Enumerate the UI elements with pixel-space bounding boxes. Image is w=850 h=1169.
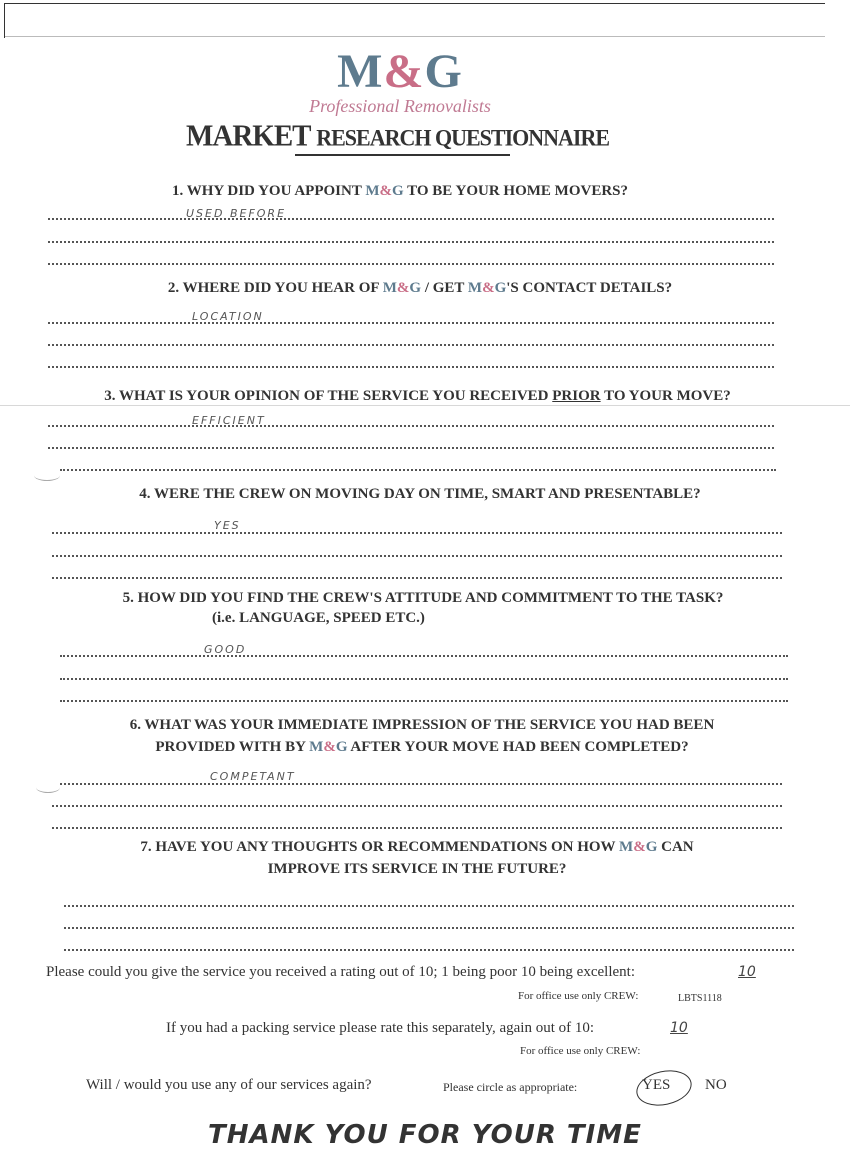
answer-line-5c[interactable] xyxy=(60,694,788,702)
answer-line-6b[interactable] xyxy=(52,799,782,807)
rating-value[interactable]: 10 xyxy=(738,964,756,980)
answer-line-7b[interactable] xyxy=(64,921,794,929)
answer-line-3a[interactable] xyxy=(48,419,774,427)
scan-edge-line xyxy=(5,36,825,37)
question-7-line-2: IMPROVE ITS SERVICE IN THE FUTURE? xyxy=(267,861,567,877)
packing-value[interactable]: 10 xyxy=(670,1020,688,1036)
answer-line-5a[interactable] xyxy=(60,649,788,657)
answer-line-3c[interactable] xyxy=(60,463,776,471)
answer-line-4c[interactable] xyxy=(52,571,782,579)
question-6-line-2: PROVIDED WITH BY M&G AFTER YOUR MOVE HAD BEEN COMPLETED? xyxy=(155,739,689,755)
rating-question: Please could you give the service you received a rating out of 10; 1 being poor 10 being excellent: xyxy=(46,964,635,980)
reuse-question: Will / would you use any of our services again? xyxy=(86,1077,372,1093)
question-2: 2. WHERE DID YOU HEAR OF M&G / GET M&G'S CONTACT DETAILS? xyxy=(167,280,673,296)
answer-4-text: YES xyxy=(214,519,241,532)
answer-line-6a[interactable] xyxy=(60,777,782,785)
yes-circle-mark xyxy=(633,1066,695,1111)
question-5: 5. HOW DID YOU FIND THE CREW'S ATTITUDE AND COMMITMENT TO THE TASK? xyxy=(122,590,724,606)
question-1: 1. WHY DID YOU APPOINT M&G TO BE YOUR HOME MOVERS? xyxy=(171,183,629,199)
answer-line-2c[interactable] xyxy=(48,360,774,368)
reuse-no-option[interactable]: NO xyxy=(705,1077,727,1093)
answer-line-1c[interactable] xyxy=(48,257,774,265)
answer-line-4a[interactable] xyxy=(52,526,782,534)
answer-3-text: EFFICIENT xyxy=(192,414,266,427)
answer-line-1a[interactable] xyxy=(48,212,774,220)
answer-line-5b[interactable] xyxy=(60,672,788,680)
answer-6-text: COMPETANT xyxy=(210,770,296,783)
question-4: 4. WERE THE CREW ON MOVING DAY ON TIME, SMART AND PRESENTABLE? xyxy=(139,486,701,502)
company-logo: M&G xyxy=(337,45,463,98)
question-6-line-1: 6. WHAT WAS YOUR IMMEDIATE IMPRESSION OF THE SERVICE YOU HAD BEEN xyxy=(129,717,715,733)
answer-line-6c[interactable] xyxy=(52,821,782,829)
answer-line-3b[interactable] xyxy=(48,441,774,449)
title-underline xyxy=(295,154,510,156)
thank-you-footer: THANK YOU FOR YOUR TIME xyxy=(208,1120,642,1150)
scan-mark xyxy=(34,470,60,481)
answer-line-7a[interactable] xyxy=(64,899,794,907)
answer-line-1b[interactable] xyxy=(48,235,774,243)
answer-5-text: GOOD xyxy=(204,643,247,656)
reuse-instruction: Please circle as appropriate: xyxy=(443,1080,578,1094)
page-title: MARKET RESEARCH QUESTIONNAIRE xyxy=(186,119,610,153)
company-tagline: Professional Removalists xyxy=(309,96,491,116)
answer-2-text: LOCATION xyxy=(192,310,264,323)
answer-line-2a[interactable] xyxy=(48,316,774,324)
question-7-line-1: 7. HAVE YOU ANY THOUGHTS OR RECOMMENDATIONS ON HOW M&G CAN xyxy=(140,839,694,855)
scan-mark-2 xyxy=(36,782,60,793)
rating-office-label: For office use only CREW: xyxy=(518,990,639,1002)
packing-question: If you had a packing service please rate this separately, again out of 10: xyxy=(166,1020,595,1036)
answer-line-7c[interactable] xyxy=(64,943,794,951)
question-5-subtext: (i.e. LANGUAGE, SPEED ETC.) xyxy=(212,610,425,626)
question-3: 3. WHAT IS YOUR OPINION OF THE SERVICE YOU RECEIVED PRIOR TO YOUR MOVE? xyxy=(104,388,731,404)
reuse-yes-option[interactable]: YES xyxy=(642,1077,671,1093)
answer-line-2b[interactable] xyxy=(48,338,774,346)
crew-code: LBTS1118 xyxy=(678,993,722,1004)
packing-office-label: For office use only CREW: xyxy=(520,1045,641,1057)
answer-1-text: USED BEFORE xyxy=(186,207,287,220)
scan-edge xyxy=(4,3,825,38)
answer-line-4b[interactable] xyxy=(52,549,782,557)
